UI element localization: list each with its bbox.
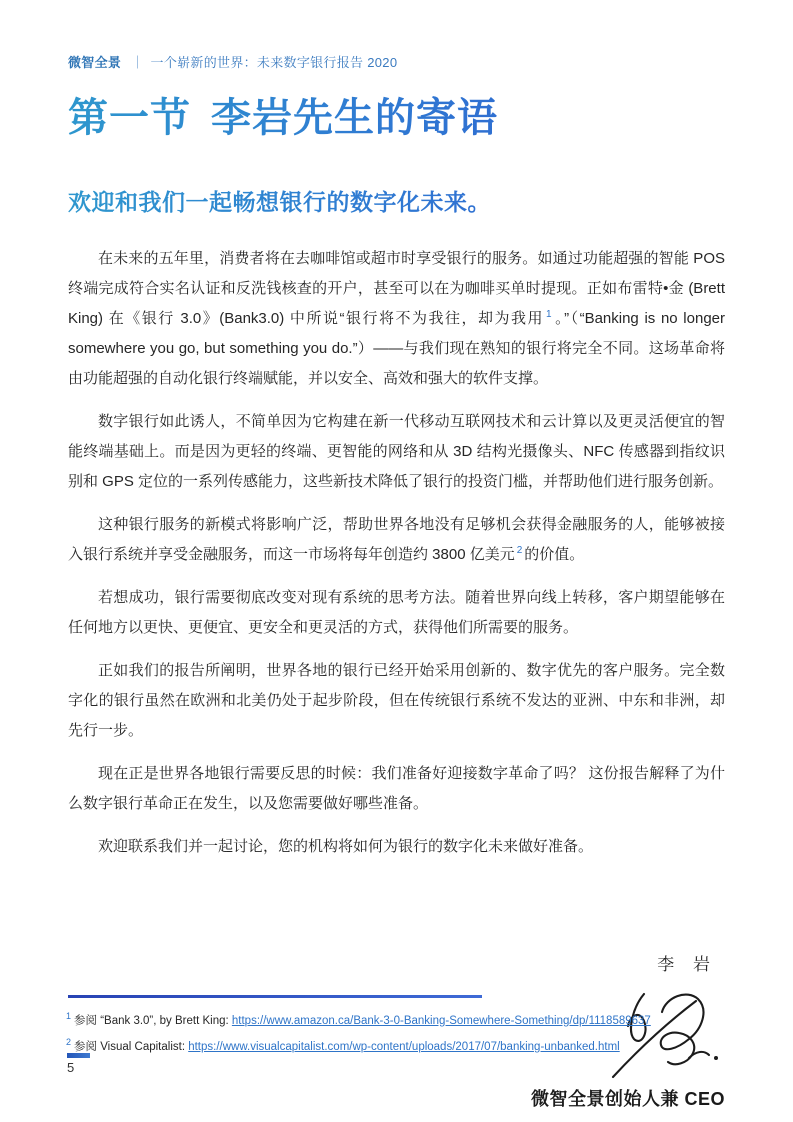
lead-heading: 欢迎和我们一起畅想银行的数字化未来。: [68, 187, 725, 217]
body-paragraph: [68, 832, 725, 862]
paragraph-text: 的价值。: [524, 546, 585, 563]
paragraph-text: 这种银行服务的新模式将影响广泛，帮助世界各地没有足够机会获得金融服务的人，能够被接入银行系统并享受金融服务，而这一市场将每年创造约 3800 亿美元: [68, 516, 725, 563]
paragraph-text: 现在正是世界各地银行需要反思的时候：我们准备好迎接数字革命了吗？ 这份报告解释了为什么数字银行革命正在发生，以及您需要做好哪些准备。: [68, 765, 725, 812]
section-title: [68, 93, 725, 143]
footnote-marker: 2: [66, 1036, 72, 1047]
body-paragraph: [68, 759, 725, 819]
section-number: 第一节: [68, 96, 191, 140]
body-paragraph: [68, 407, 725, 497]
footnote-ref-1: 1: [546, 309, 552, 320]
paragraph-text: 在未来的五年里，消费者将在去咖啡馆或超市时享受银行的服务。如通过功能超强的智能 POS 终端完成符合实名认证和反洗钱核查的开户，甚至可以在为咖啡买单时提现。正如布雷特•金 (Brett King) 在《银行 3.0》(Bank3.0) 中所说“银行将不为我往，却为我用: [68, 250, 725, 327]
footnote-ref-2: 2: [516, 545, 523, 556]
page-header: [68, 52, 725, 71]
body-paragraph: [68, 583, 725, 643]
footnotes: [66, 1006, 686, 1058]
body-copy: [68, 244, 725, 862]
paragraph-text: 正如我们的报告所阐明，世界各地的银行已经开始采用创新的、数字优先的客户服务。完全数字化的银行虽然在欧洲和北美仍处于起步阶段，但在传统银行系统不发达的亚洲、中东和非洲，却先行一步。: [68, 662, 725, 739]
header-separator: ｜: [131, 55, 145, 70]
paragraph-text: 若想成功，银行需要彻底改变对现有系统的思考方法。随着世界向线上转移，客户期望能够在任何地方以更快、更便宜、更安全和更灵活的方式，获得他们所需要的服务。: [68, 589, 725, 636]
signer-name: 李 岩: [657, 955, 717, 974]
paragraph-text: 。”（“Banking is no longer somewhere you go, but something you do.”）——与我们现在熟知的银行将完全不同。这场革命将由功能超强的自动化银行终端赋能，并以安全、高效和强大的软件支撑。: [68, 310, 725, 387]
footnote-link[interactable]: https://www.visualcapitalist.com/wp-content/uploads/2017/07/banking-unbanked.html: [188, 1040, 620, 1053]
body-paragraph: [68, 244, 725, 394]
footnote-1: [66, 1006, 686, 1032]
brand-name: 微智全景: [68, 55, 122, 70]
footnote-text: 参阅 “Bank 3.0”, by Brett King:: [74, 1014, 232, 1027]
footnote-divider: [68, 995, 482, 998]
paragraph-text: 欢迎联系我们并一起讨论，您的机构将如何为银行的数字化未来做好准备。: [98, 838, 594, 855]
footnote-2: [66, 1032, 686, 1058]
body-paragraph: [68, 656, 725, 746]
page-number: 5: [67, 1060, 75, 1075]
section-title-text: 李岩先生的寄语: [211, 96, 498, 140]
report-subtitle: 一个崭新的世界：未来数字银行报告 2020: [150, 55, 398, 70]
footnote-text: 参阅 Visual Capitalist:: [74, 1040, 189, 1053]
footnote-marker: 1: [66, 1011, 72, 1021]
page-number-accent-bar: [67, 1053, 90, 1058]
paragraph-text: 数字银行如此诱人，不简单因为它构建在新一代移动互联网技术和云计算以及更灵活便宜的智能终端基础上。而是因为更轻的终端、更智能的网络和从 3D 结构光摄像头、NFC 传感器到指纹识别和 GPS 定位的一系列传感能力，这些新技术降低了银行的投资门槛，并帮助他们进行服务创新。: [68, 413, 725, 490]
footnote-link[interactable]: https://www.amazon.ca/Bank-3-0-Banking-Somewhere-Something/dp/1118589637: [231, 1014, 651, 1027]
body-paragraph: [68, 510, 725, 570]
signer-role: 微智全景创始人兼 CEO: [530, 1089, 725, 1109]
